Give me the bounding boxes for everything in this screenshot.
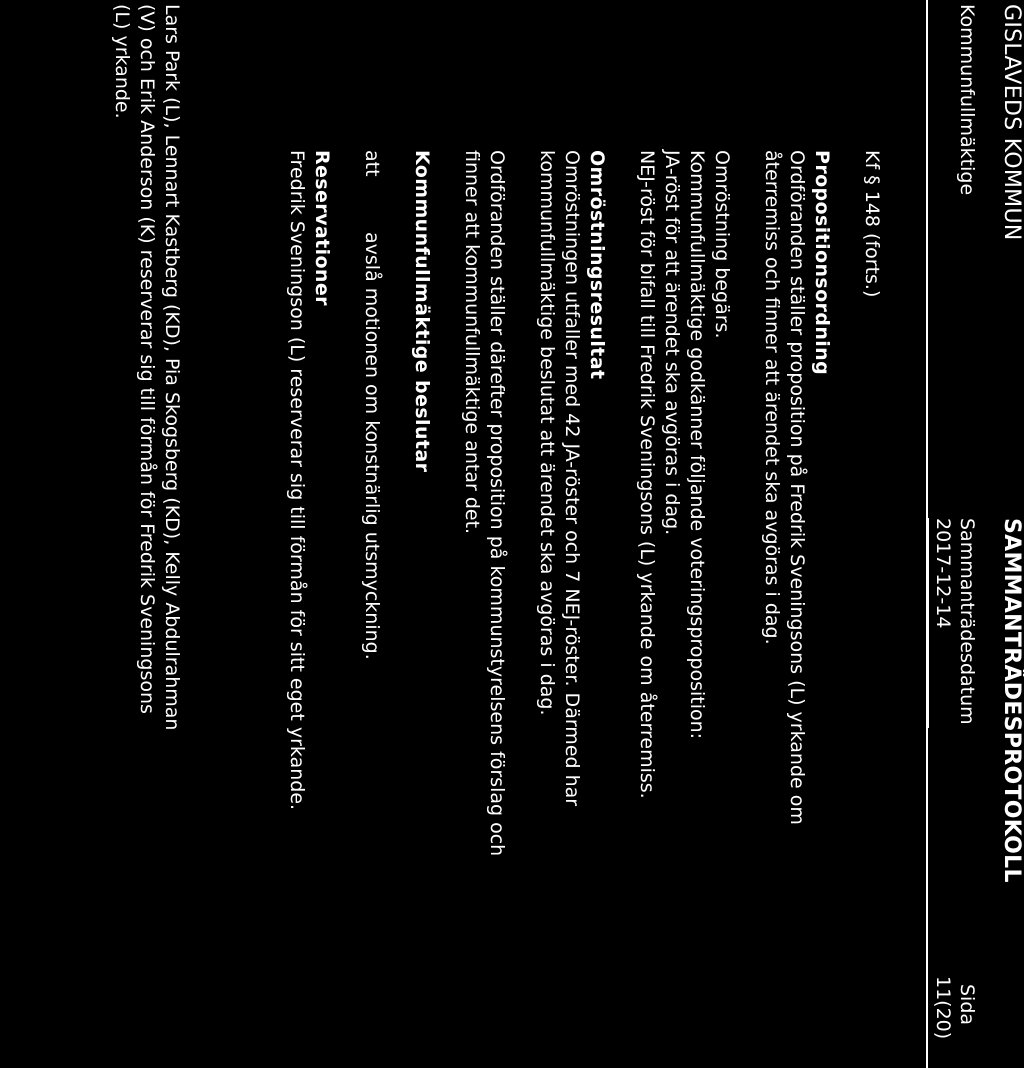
page-number-value: 11(20): [932, 976, 954, 1040]
reservations-text-line: Lars Park (L), Lennart Kastberg (KD), Pia Skogsberg (KD), Kelly Abdulrahman: [161, 4, 183, 731]
vote-text-line: NEJ-röst för bifall till Fredrik Sveningsons (L) yrkande om återremiss.: [636, 150, 658, 799]
decision-item: [359, 150, 384, 1030]
result-text-line: Omröstningen utfaller med 42 JA-röster och 7 NEJ-röster. Därmed har: [561, 150, 583, 807]
result-text-line: kommunfullmäktige beslutat att ärendet ska avgöras i dag.: [536, 150, 558, 716]
meeting-date-label: Sammanträdesdatum: [956, 518, 978, 725]
decision-att-label: att: [361, 150, 383, 177]
reservations-heading: Reservationer: [311, 150, 333, 306]
reservations-text-line: Fredrik Sveningson (L) reserverar sig till förmån för sitt eget yrkande.: [286, 150, 308, 811]
header-divider: [926, 0, 928, 1068]
section-reference: Kf § 148 (forts.): [861, 150, 883, 298]
organization-name: GISLAVEDS KOMMUN: [999, 4, 1024, 241]
decision-text: avslå motionen om konstnärlig utsmyckning.: [361, 232, 383, 660]
chair-text-line: Ordföranden ställer därefter proposition på kommunstyrelsens förslag och: [486, 150, 508, 857]
result-heading: Omröstningsresultat: [586, 150, 608, 380]
proposition-heading: Propositionsordning: [811, 150, 833, 376]
reservations-text-line: (L) yrkande.: [111, 4, 133, 119]
reservations-continuation: [109, 4, 184, 1064]
page-number-label: Sida: [956, 984, 978, 1026]
body-label: Kommunfullmäktige: [956, 4, 978, 196]
vote-text-line: JA-röst för att ärendet ska avgöras i dag.: [661, 150, 683, 536]
meeting-date-value: 2017-12-14: [932, 518, 954, 629]
decision-heading: Kommunfullmäktige beslutar: [411, 150, 433, 473]
proposition-text-line: Ordföranden ställer proposition på Fredrik Sveningsons (L) yrkande om: [786, 150, 808, 825]
vote-text-line: Kommunfullmäktige godkänner följande voteringsproposition:: [686, 150, 708, 740]
chair-text-line: finner att kommunfullmäktige antar det.: [461, 150, 483, 535]
document-title: SAMMANTRÄDESPROTOKOLL: [999, 518, 1024, 883]
protocol-content: [284, 150, 884, 1030]
vote-text-line: Omröstning begärs.: [711, 150, 733, 339]
reservations-text-line: (V) och Erik Anderson (K) reserverar sig till förmån för Fredrik Sveningsons: [136, 4, 158, 714]
proposition-text-line: återremiss och finner att ärendet ska avgöras i dag.: [761, 150, 783, 645]
